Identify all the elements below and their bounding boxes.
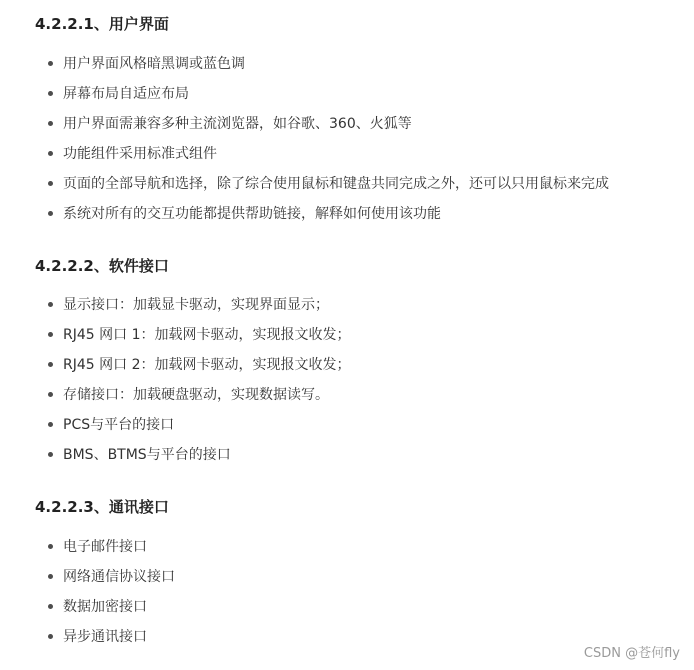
document-page: 4.2.2.1、用户界面 用户界面风格暗黑调或蓝色调 屏幕布局自适应布局 用户界面需兼容多种主流浏览器，如谷歌、360、火狐等 功能组件采用标准式组件 页面的全部导航和选择，除了综合使用鼠标和键盘共同完成之外，还可以只用鼠标来完成 系统对所有的交互功能都提供帮助链接，解释如何使用该功能 4.2.2.2、软件接口 显示接口：加载显卡驱动，实现界面显示； RJ45 网口 1：加载网卡驱动，实现报文收发； RJ45 网口 2：加载网卡驱动，实现报文收发； 存储接口：加载硬盘驱动，实现数据读写。 PCS与平台的接口 BMS、BTMS与平台的接口 4.2.2.3、通讯接口 电子邮件接口 网络通信协议接口 数据加密接口 异步通讯接口 CSDN @苍何fly xyxy=(35,15,680,661)
bullet-icon xyxy=(48,302,53,307)
bullet-icon xyxy=(48,151,53,156)
csdn-watermark: CSDN @苍何fly xyxy=(583,646,680,661)
bullet-icon xyxy=(48,211,53,216)
bullet-icon xyxy=(48,604,53,609)
section-heading-software-interface: 4.2.2.2、软件接口 xyxy=(35,257,169,275)
bullet-icon xyxy=(48,452,53,457)
bullet-icon xyxy=(48,422,53,427)
bullet-icon xyxy=(48,91,53,96)
bullet-icon xyxy=(48,121,53,126)
section-heading-communication-interface: 4.2.2.3、通讯接口 xyxy=(35,498,169,516)
bullet-icon xyxy=(48,181,53,186)
bullet-icon xyxy=(48,362,53,367)
bullet-icon xyxy=(48,332,53,337)
bullet-icon xyxy=(48,61,53,66)
bullet-icon xyxy=(48,634,53,639)
section-heading-user-interface: 4.2.2.1、用户界面 xyxy=(35,15,169,33)
bullet-icon xyxy=(48,544,53,549)
bullet-icon xyxy=(48,574,53,579)
bullet-icon xyxy=(48,392,53,397)
